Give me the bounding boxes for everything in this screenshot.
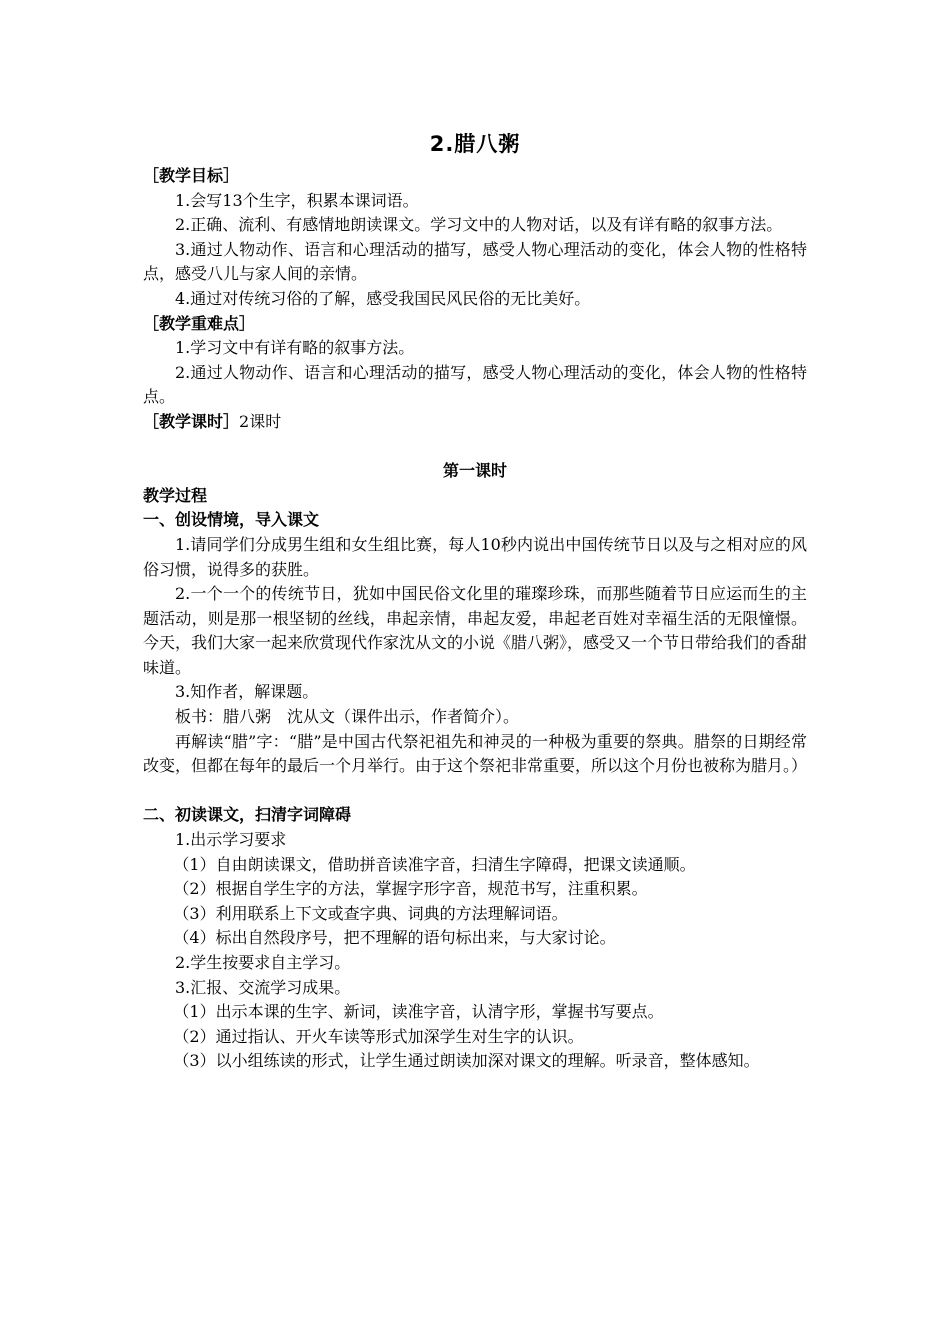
section1-heading: 一、创设情境，导入课文 <box>143 510 320 530</box>
section2-step: 2.学生按要求自主学习。 <box>175 953 351 972</box>
document-page <box>143 128 807 1074</box>
key-points-heading: ［教学重难点］ <box>143 313 256 333</box>
key-point-item: 1.学习文中有详有略的叙事方法。 <box>175 338 415 358</box>
objective-item: 3.通过人物动作、语言和心理活动的描写，感受人物心理活动的变化，体会人物的性格特点，感受八儿与家人间的亲情。 <box>143 239 807 284</box>
class-hours-value: 2课时 <box>239 411 282 431</box>
class-hours-line <box>143 410 807 435</box>
result-item: （1）出示本课的生字、新词，读准字音，认清字形，掌握书写要点。 <box>173 1002 664 1022</box>
result-item: （2）通过指认、开火车读等形式加深学生对生字的认识。 <box>173 1026 584 1046</box>
lesson1-heading: 第一课时 <box>442 461 507 481</box>
section1-paragraph: 板书：腊八粥 沈从文（课件出示，作者简介）。 <box>175 707 520 727</box>
spacer <box>143 435 807 460</box>
objective-item: 4.通过对传统习俗的了解，感受我国民风民俗的无比美好。 <box>175 288 591 308</box>
objective-item: 2.正确、流利、有感情地朗读课文。学习文中的人物对话，以及有详有略的叙事方法。 <box>175 215 783 235</box>
class-hours-heading: ［教学课时］ <box>143 411 240 431</box>
section2-step: 3.汇报、交流学习成果。 <box>175 977 351 997</box>
key-point-item: 2.通过人物动作、语言和心理活动的描写，感受人物心理活动的变化，体会人物的性格特点。 <box>143 362 807 407</box>
section1-paragraph: 再解读“腊”字：“腊”是中国古代祭祀祖先和神灵的一种极为重要的祭典。腊祭的日期经常改变，但都在每年的最后一个月举行。由于这个祭祀非常重要，所以这个月份也被称为腊月。） <box>143 731 808 776</box>
spacer <box>143 779 807 804</box>
requirement-item: （3）利用联系上下文或查字典、词典的方法理解词语。 <box>173 903 568 923</box>
section2-heading: 二、初读课文，扫清字词障碍 <box>143 805 352 825</box>
requirement-item: （4）标出自然段序号，把不理解的语句标出来，与大家讨论。 <box>173 928 616 948</box>
lesson-title: 2.腊八粥 <box>429 132 521 156</box>
section2-step: 1.出示学习要求 <box>175 830 287 850</box>
result-item: （3）以小组练读的形式，让学生通过朗读加深对课文的理解。听录音，整体感知。 <box>173 1051 760 1071</box>
objectives-heading: ［教学目标］ <box>143 166 240 185</box>
section1-paragraph: 2.一个一个的传统节日，犹如中国民俗文化里的璀璨珍珠，而那些随着节日应运而生的主题活动，则是那一根坚韧的丝线，串起亲情，串起友爱，串起老百姓对幸福生活的无限憧憬。今天，我们大家一起来欣赏现代作家沈从文的小说《腊八粥》，感受又一个节日带给我们的香甜味道。 <box>143 584 808 677</box>
requirement-item: （1）自由朗读课文，借助拼音读准字音，扫清生字障碍，把课文读通顺。 <box>173 854 696 874</box>
section1-paragraph: 3.知作者，解课题。 <box>175 682 319 702</box>
requirement-item: （2）根据自学生字的方法，掌握字形字音，规范书写，注重积累。 <box>173 879 648 899</box>
objective-item: 1.会写13个生字，积累本课词语。 <box>175 190 419 210</box>
process-heading: 教学过程 <box>143 485 208 505</box>
section1-paragraph: 1.请同学们分成男生组和女生组比赛，每人10秒内说出中国传统节日以及与之相对应的风俗习惯，说得多的获胜。 <box>143 534 807 579</box>
